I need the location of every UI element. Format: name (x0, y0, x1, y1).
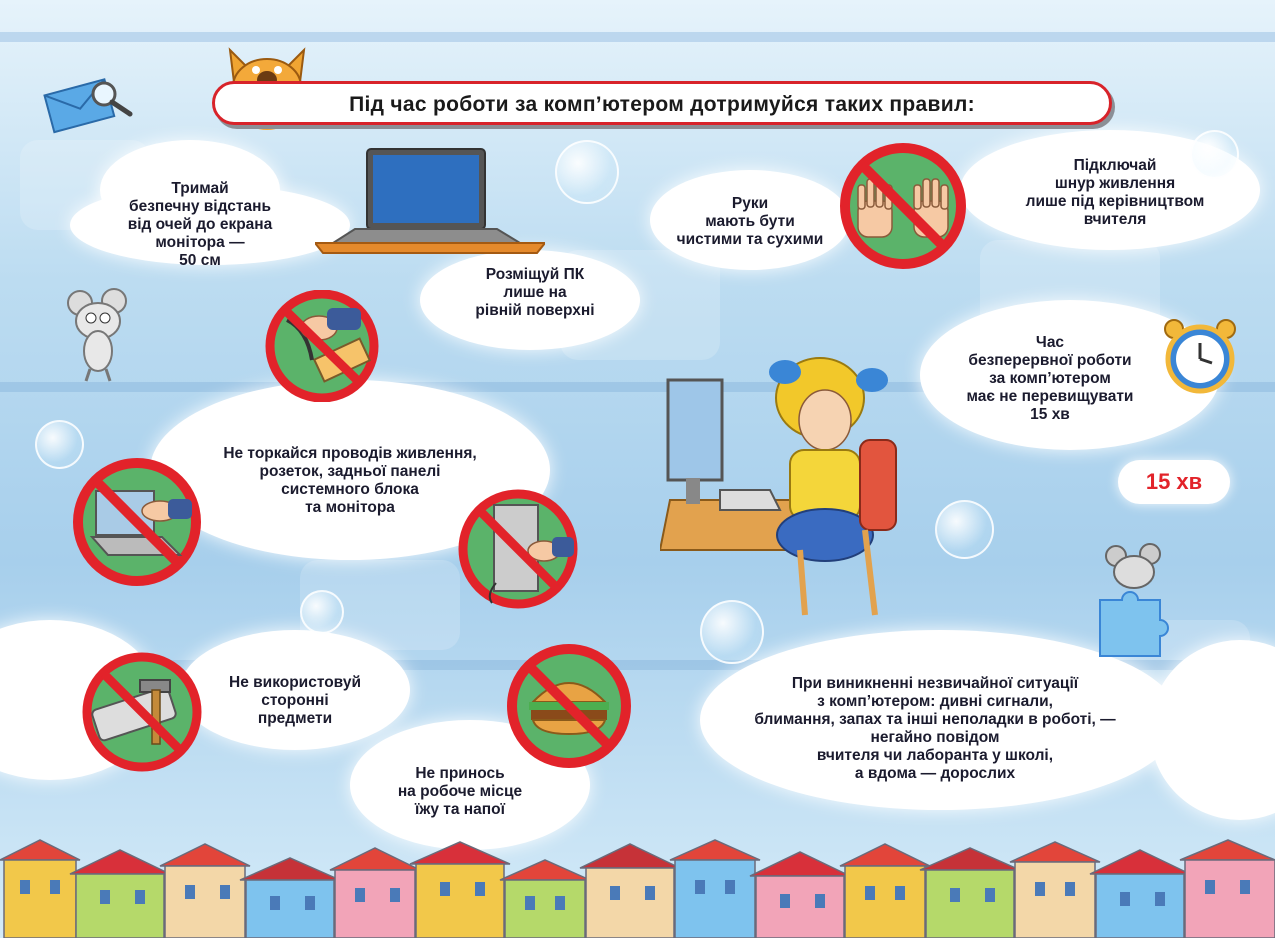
title-banner (212, 81, 1112, 125)
rule-wires: Не торкайся проводів живлення, розеток, задньої панелі системного блока та монітора (223, 445, 477, 516)
bg-band (0, 32, 1275, 42)
rule-time: Час безперервної роботи за комп’ютером має не перевищувати 15 хв (966, 334, 1134, 423)
no-plug-icon (257, 290, 387, 402)
girl-at-computer-icon (660, 350, 910, 620)
page-title: Під час роботи за комп’ютером дотримуйся таких правил: (349, 93, 975, 116)
town-houses-icon (0, 830, 1275, 938)
alarm-clock-icon (1160, 315, 1240, 397)
bubble (555, 140, 619, 204)
mouse-puzzle-icon (1090, 540, 1180, 660)
mouse-mascot-icon (58, 285, 138, 385)
rule-power: Підключай шнур живлення лише під керівництвом вчителя (1025, 157, 1205, 228)
bubble (300, 590, 344, 634)
rule-emergency: При виникненні незвичайної ситуації з комп’ютером: дивні сигнали, блимання, запах та інші неполадки в роботі, — негайно повідом вчителя чи лаборанта у школі, а вдома — дорослих (754, 675, 1116, 782)
no-touch-laptop-icon (68, 455, 206, 590)
no-food-icon (505, 642, 633, 770)
rule-surface: Розміщуй ПК лише на рівній поверхні (475, 266, 595, 319)
no-dry-hands-icon (838, 141, 968, 271)
bubble (935, 500, 994, 559)
no-hammer-icon (80, 650, 204, 774)
rule-hands: Руки мають бути чистими та сухими (676, 195, 824, 248)
rule-food: Не принось на робоче місце їжу та напої (397, 765, 523, 818)
rule-distance: Тримай безпечну відстань від очей до екрана монітора — 50 см (127, 180, 273, 269)
timer-badge: 15 хв (1118, 460, 1230, 504)
rule-objects: Не використовуй сторонні предмети (229, 674, 361, 727)
no-touch-system-unit-icon (456, 487, 580, 611)
laptop-icon (315, 145, 545, 257)
mail-magnifier-icon (42, 72, 134, 134)
